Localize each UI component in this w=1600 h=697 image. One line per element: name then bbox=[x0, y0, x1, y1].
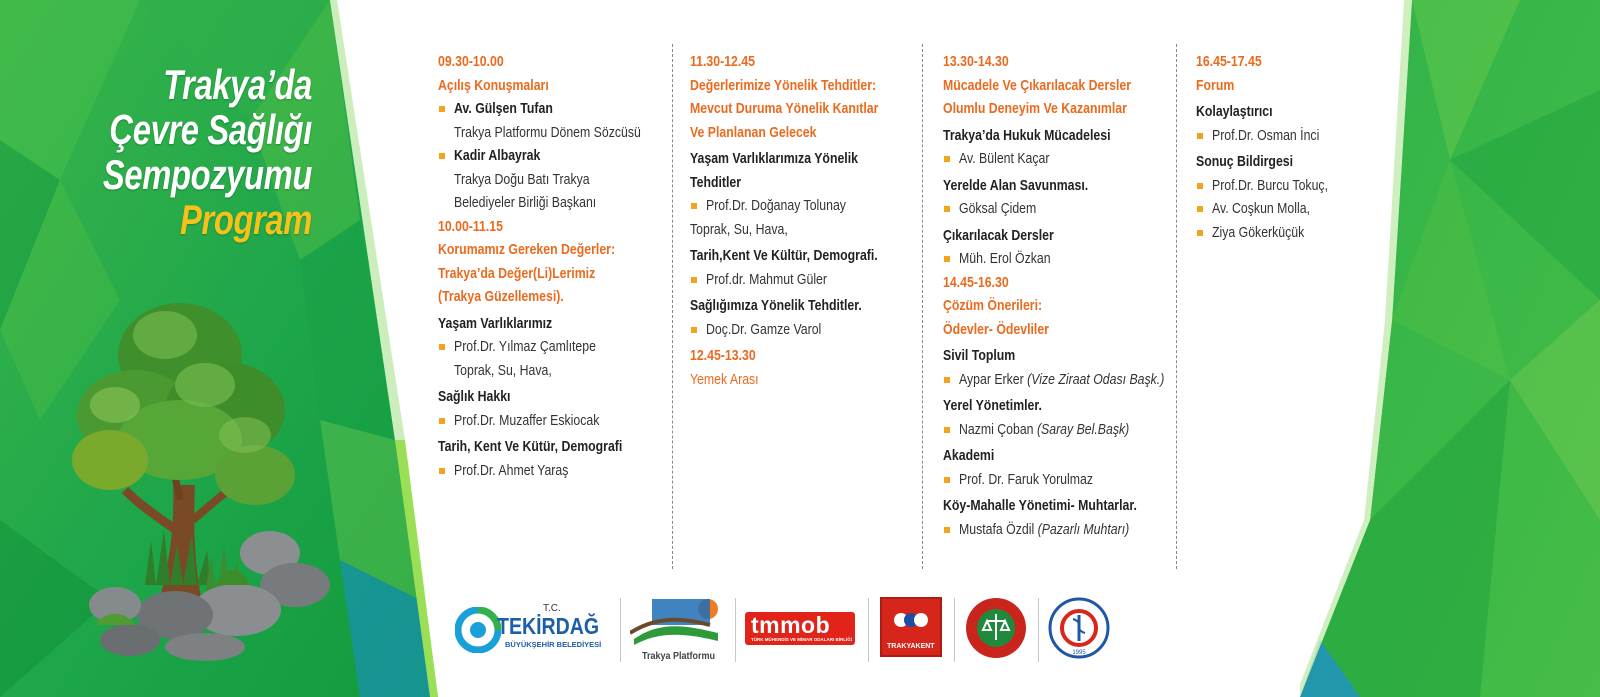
sponsor-logos bbox=[440, 595, 1340, 670]
session-time: 11.30-12.45 bbox=[690, 53, 755, 70]
bullet-icon bbox=[1197, 133, 1203, 139]
session-time: 09.30-10.00 bbox=[438, 53, 504, 70]
tekirdag-tc: T.C. bbox=[543, 603, 561, 614]
speaker-item bbox=[438, 144, 663, 168]
program-heading: Program bbox=[180, 196, 312, 243]
speaker-item: Prof.dr. Mahmut Güler bbox=[690, 268, 915, 292]
hsud-logo bbox=[1048, 595, 1114, 670]
speaker-role: Trakya Platformu Dönem Sözcüsü bbox=[454, 123, 641, 141]
speaker-item: Aypar Erker (Vize Ziraat Odası Başk.) bbox=[943, 368, 1168, 392]
break-label: Yemek Arası bbox=[690, 370, 759, 388]
talk-title: Trakya’da Hukuk Mücadelesi bbox=[943, 126, 1111, 144]
talk-title: Tarih,Kent Ve Kültür, Demografi. bbox=[690, 247, 878, 264]
session-topic: Değerlerimize Yönelik Tehditler: bbox=[690, 76, 877, 94]
session-time: 12.45-13.30 bbox=[690, 347, 756, 364]
tekirdag-subtitle: BÜYÜKŞEHİR BELEDİYESİ bbox=[505, 640, 602, 649]
tmmob-name: tmmob bbox=[751, 612, 831, 638]
tmmob-subtitle: TÜRK MÜHENDİS VE MİMAR ODALARI BİRLİĞİ bbox=[751, 637, 852, 642]
session-topic: Olumlu Deneyim Ve Kazanımlar bbox=[943, 100, 1127, 117]
bullet-icon bbox=[944, 527, 950, 533]
session-topic: Forum bbox=[1196, 76, 1235, 94]
tekirdag-barosu-logo bbox=[965, 595, 1031, 670]
trakya-platformu-emblem-icon bbox=[630, 595, 722, 651]
talk-title: Çıkarılacak Dersler bbox=[943, 226, 1054, 244]
speaker-organization: (Pazarlı Muhtarı) bbox=[1037, 520, 1130, 538]
trakyakent-badge bbox=[880, 597, 942, 657]
program-column-1 bbox=[438, 50, 663, 482]
speaker-name: Kadir Albayrak bbox=[454, 147, 541, 164]
bullet-icon bbox=[944, 156, 950, 162]
speaker-item bbox=[438, 97, 663, 121]
speaker-item: Prof.Dr. Ahmet Yaraş bbox=[438, 459, 663, 483]
bullet-icon bbox=[691, 203, 697, 209]
bullet-icon bbox=[1197, 230, 1203, 236]
talk-title: Kolaylaştırıcı bbox=[1196, 103, 1273, 120]
speaker-item: Av. Coşkun Molla, bbox=[1196, 197, 1386, 221]
talk-title: Akademi bbox=[943, 447, 995, 464]
speaker-item: Mustafa Özdil (Pazarlı Muhtarı) bbox=[943, 518, 1168, 542]
tmmob-logo bbox=[745, 595, 860, 670]
speaker-organization: (Vize Ziraat Odası Başk.) bbox=[1027, 370, 1165, 388]
session-time: 16.45-17.45 bbox=[1196, 53, 1262, 70]
bullet-icon bbox=[439, 106, 445, 112]
session-topic: Çözüm Önerileri: bbox=[943, 297, 1043, 314]
trakyakent-emblem-icon bbox=[891, 609, 931, 631]
session-time: 10.00-11.15 bbox=[438, 217, 503, 235]
speaker-item: Prof. Dr. Faruk Yorulmaz bbox=[943, 468, 1168, 492]
speaker-name: Av. Gülşen Tufan bbox=[454, 100, 553, 117]
tekirdag-municipality-logo bbox=[455, 595, 615, 670]
speaker-item: Prof.Dr. Doğanay Tolunay bbox=[690, 194, 915, 218]
program-column-4 bbox=[1196, 50, 1386, 244]
talk-title: Sağlık Hakkı bbox=[438, 388, 511, 405]
logo-divider bbox=[620, 598, 621, 662]
column-divider bbox=[922, 44, 923, 569]
speaker-role: Trakya Doğu Batı Trakya bbox=[454, 170, 590, 188]
talk-title: Yerelde Alan Savunması. bbox=[943, 176, 1089, 194]
speaker-item: Av. Bülent Kaçar bbox=[943, 147, 1168, 171]
title-line-1: Trakya’da bbox=[163, 61, 312, 108]
speaker-item: Doç.Dr. Gamze Varol bbox=[690, 318, 915, 342]
hsud-seal-icon bbox=[1048, 597, 1110, 659]
tmmob-badge bbox=[745, 612, 855, 645]
bullet-icon bbox=[944, 256, 950, 262]
talk-title: Yaşam Varlıklarımız bbox=[438, 314, 553, 332]
trakyakent-logo bbox=[880, 595, 944, 670]
bullet-icon bbox=[1197, 206, 1203, 212]
talk-title: Sonuç Bildirgesi bbox=[1196, 153, 1294, 170]
tekirdag-name: TEKİRDAĞ bbox=[497, 613, 600, 639]
talk-title: Sivil Toplum bbox=[943, 347, 1016, 364]
tree-illustration bbox=[55, 285, 335, 665]
talk-title: Sağlığımıza Yönelik Tehditler. bbox=[690, 297, 862, 314]
session-time: 14.45-16.30 bbox=[943, 273, 1009, 291]
symposium-title bbox=[100, 62, 312, 242]
session-topic: Açılış Konuşmaları bbox=[438, 76, 549, 94]
program-column-2 bbox=[690, 50, 915, 391]
title-line-3: Sempozyumu bbox=[102, 151, 312, 198]
tekirdag-emblem-icon bbox=[455, 607, 501, 653]
title-line-2: Çevre Sağlığı bbox=[109, 106, 312, 153]
baro-seal-icon bbox=[965, 597, 1027, 659]
program-column-3 bbox=[943, 50, 1168, 541]
logo-divider bbox=[954, 598, 955, 662]
bullet-icon bbox=[944, 206, 950, 212]
talk-title: Tarih, Kent Ve Kütür, Demografi bbox=[438, 438, 623, 455]
speaker-item: Müh. Erol Özkan bbox=[943, 247, 1168, 271]
session-topic: Mevcut Duruma Yönelik Kanıtlar bbox=[690, 100, 879, 117]
bullet-icon bbox=[944, 477, 950, 483]
talk-note: Toprak, Su, Hava, bbox=[690, 220, 788, 238]
bullet-icon bbox=[1197, 183, 1203, 189]
hsud-year: 1995 bbox=[1072, 650, 1086, 656]
speaker-item: Prof.Dr. Muzaffer Eskiocak bbox=[438, 409, 663, 433]
logo-divider bbox=[1038, 598, 1039, 662]
session-topic: Ödevler- Ödevliler bbox=[943, 320, 1049, 338]
speaker-item: Göksal Çidem bbox=[943, 197, 1168, 221]
bullet-icon bbox=[439, 153, 445, 159]
speaker-item: Prof.Dr. Yılmaz Çamlıtepe bbox=[438, 335, 663, 359]
session-topic: Mücadele Ve Çıkarılacak Dersler bbox=[943, 76, 1132, 94]
bullet-icon bbox=[944, 427, 950, 433]
bullet-icon bbox=[439, 344, 445, 350]
session-time: 13.30-14.30 bbox=[943, 53, 1009, 70]
trakya-platformu-logo bbox=[630, 595, 730, 670]
session-topic: Ve Planlanan Gelecek bbox=[690, 123, 817, 141]
speaker-item: Ziya Gökerküçük bbox=[1196, 221, 1386, 245]
talk-title: Köy-Mahalle Yönetimi- Muhtarlar. bbox=[943, 497, 1137, 514]
bullet-icon bbox=[944, 377, 950, 383]
speaker-item: Prof.Dr. Osman İnci bbox=[1196, 124, 1386, 148]
speaker-item: Nazmi Çoban (Saray Bel.Başk) bbox=[943, 418, 1168, 442]
speaker-organization: (Saray Bel.Başk) bbox=[1036, 420, 1130, 438]
talk-title: Tehditler bbox=[690, 173, 742, 191]
talk-title: Yerel Yönetimler. bbox=[943, 397, 1042, 414]
talk-title: Yaşam Varlıklarımıza Yönelik bbox=[690, 150, 858, 167]
column-divider bbox=[1176, 44, 1177, 569]
bullet-icon bbox=[691, 277, 697, 283]
logo-divider bbox=[868, 598, 869, 662]
bullet-icon bbox=[691, 327, 697, 333]
trakya-platformu-name: Trakya Platformu bbox=[642, 651, 716, 662]
speaker-role: Belediyeler Birliği Başkanı bbox=[454, 194, 597, 211]
session-topic: Korumamız Gereken Değerler: bbox=[438, 241, 616, 258]
program-schedule bbox=[438, 50, 1438, 580]
bullet-icon bbox=[439, 468, 445, 474]
logo-divider bbox=[735, 598, 736, 662]
bullet-icon bbox=[439, 418, 445, 424]
talk-note: Toprak, Su, Hava, bbox=[454, 361, 552, 379]
speaker-item: Prof.Dr. Burcu Tokuç, bbox=[1196, 174, 1386, 198]
session-topic: Trakya’da Değer(Li)Lerimiz bbox=[438, 264, 596, 282]
session-topic: (Trakya Güzellemesi). bbox=[438, 288, 564, 305]
trakyakent-name: TRAKYAKENT bbox=[887, 643, 935, 650]
